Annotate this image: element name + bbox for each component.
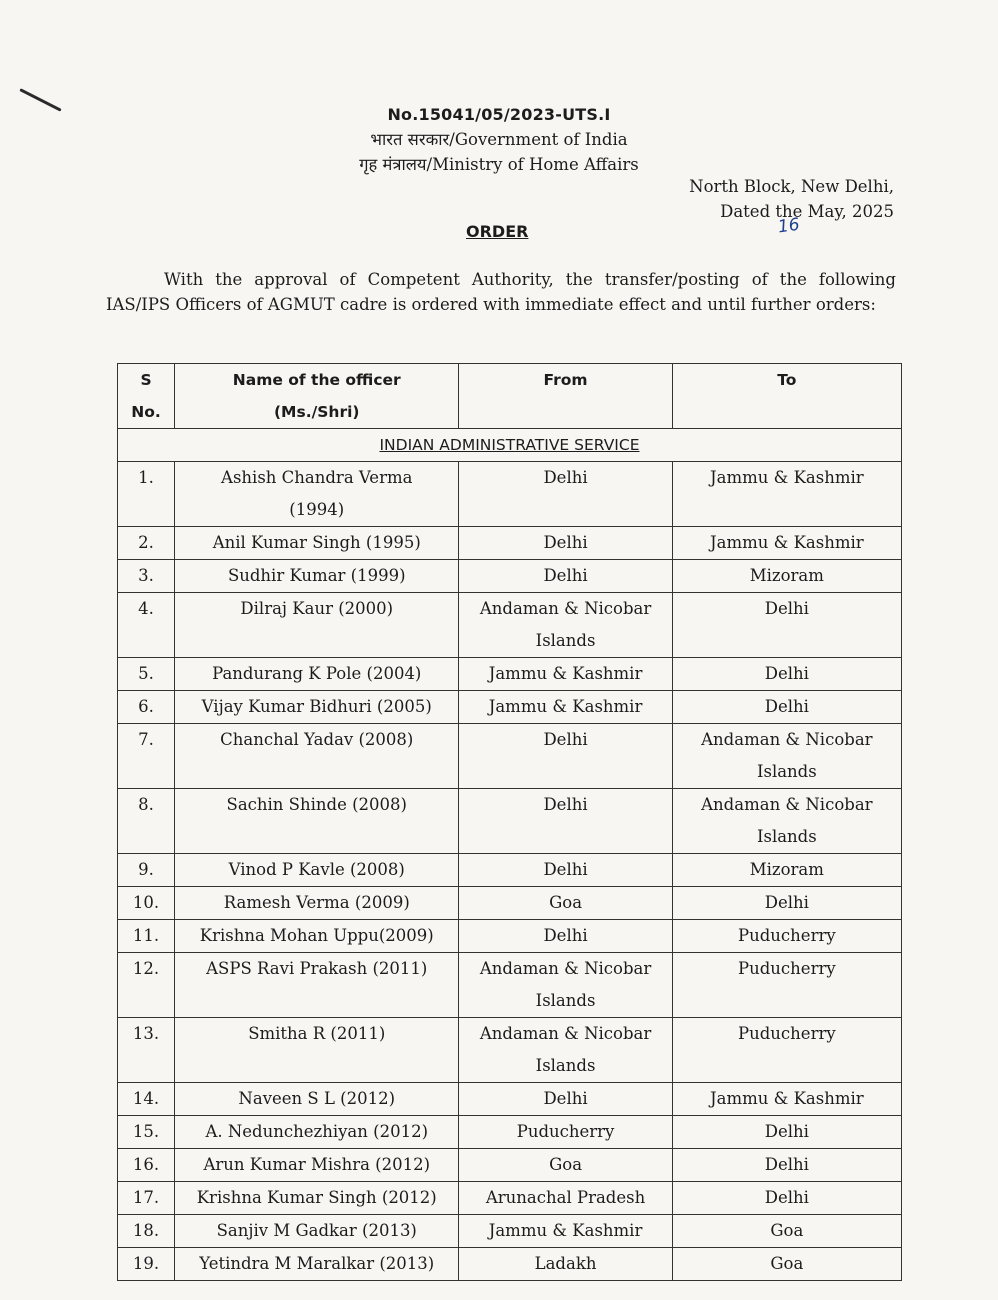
cell-officer-name-text: Smitha R (2011)	[248, 1024, 386, 1043]
cell-serial-number	[118, 789, 175, 854]
cell-officer-name-text: A. Nedunchezhiyan (2012)	[205, 1122, 429, 1141]
cell-officer-name-text: Vinod P Kavle (2008)	[228, 860, 405, 879]
cell-serial-number-text: 17.	[132, 1188, 160, 1207]
cell-serial-number-text: 14.	[132, 1089, 160, 1108]
table-row	[118, 1149, 902, 1182]
cell-from-text: Ladakh	[534, 1254, 597, 1273]
cell-to	[672, 1215, 901, 1248]
cell-from	[459, 1248, 672, 1281]
cell-serial-number-text: 16.	[132, 1155, 160, 1174]
cell-from-text: Delhi	[543, 860, 588, 879]
header-sn-line2: No.	[131, 403, 161, 421]
table-row	[118, 560, 902, 593]
cell-to-text: Andaman & Nicobar	[701, 795, 873, 814]
cell-serial-number-text: 1.	[138, 468, 154, 487]
cell-officer-name	[175, 691, 459, 724]
cell-serial-number	[118, 1182, 175, 1215]
cell-to-text: Delhi	[764, 664, 809, 683]
cell-officer-name	[175, 1149, 459, 1182]
table-row	[118, 854, 902, 887]
table-row	[118, 658, 902, 691]
cell-to	[672, 1248, 901, 1281]
cell-from-text: Goa	[549, 893, 583, 912]
cell-officer-name	[175, 789, 459, 854]
table-row	[118, 789, 902, 854]
cell-officer-name	[175, 1248, 459, 1281]
cell-from	[459, 1215, 672, 1248]
cell-officer-name	[175, 1215, 459, 1248]
cell-to-text: Jammu & Kashmir	[710, 1089, 864, 1108]
cell-from	[459, 462, 672, 527]
cell-to-text: Jammu & Kashmir	[710, 468, 864, 487]
cell-to-text: Islands	[756, 762, 817, 781]
cell-serial-number-text: 18.	[132, 1221, 160, 1240]
cell-from-text: Delhi	[543, 795, 588, 814]
ministry-line: गृह मंत्रालय/Ministry of Home Affairs	[359, 155, 639, 174]
cell-officer-name-text: Ashish Chandra Verma	[221, 468, 413, 487]
table-row	[118, 462, 902, 527]
cell-from-text: Jammu & Kashmir	[488, 1221, 643, 1240]
cell-from-text: Delhi	[543, 566, 588, 585]
cell-from	[459, 724, 672, 789]
cell-officer-name-text: Krishna Kumar Singh (2012)	[196, 1188, 437, 1207]
cell-from	[459, 1116, 672, 1149]
cell-serial-number	[118, 724, 175, 789]
cell-from-text: Delhi	[543, 533, 588, 552]
table-row	[118, 920, 902, 953]
cell-to	[672, 953, 901, 1018]
cell-officer-name	[175, 1083, 459, 1116]
cell-serial-number-text: 5.	[138, 664, 154, 683]
cell-serial-number-text: 15.	[132, 1122, 160, 1141]
cell-serial-number	[118, 593, 175, 658]
cell-serial-number-text: 12.	[132, 959, 160, 978]
cell-from-text: Andaman & Nicobar	[479, 959, 652, 978]
header-officer-name	[175, 364, 459, 429]
cell-to-text: Puducherry	[738, 926, 836, 945]
cell-officer-name	[175, 854, 459, 887]
cell-from-text: Islands	[535, 1056, 596, 1075]
cell-from-text: Delhi	[543, 730, 588, 749]
cell-from-text: Puducherry	[516, 1122, 615, 1141]
location-line: North Block, New Delhi,	[689, 177, 894, 196]
section-row	[118, 429, 902, 462]
cell-to	[672, 1116, 901, 1149]
cell-serial-number	[118, 658, 175, 691]
cell-from	[459, 691, 672, 724]
cell-from-text: Andaman & Nicobar	[479, 599, 652, 618]
header-sn-line1: S	[140, 371, 152, 389]
header-name-line2: (Ms./Shri)	[273, 403, 360, 421]
date-line: Dated the May, 2025	[720, 202, 894, 221]
cell-serial-number-text: 2.	[138, 533, 154, 552]
cell-from-text: Jammu & Kashmir	[488, 664, 643, 683]
cell-to	[672, 658, 901, 691]
cell-from	[459, 953, 672, 1018]
cell-to	[672, 1018, 901, 1083]
cell-to	[672, 1083, 901, 1116]
cell-to	[672, 691, 901, 724]
cell-to-text: Jammu & Kashmir	[710, 533, 864, 552]
cell-officer-name	[175, 1116, 459, 1149]
cell-from-text: Andaman & Nicobar	[479, 1024, 652, 1043]
header-from: From	[459, 364, 672, 429]
cell-from-text: Goa	[549, 1155, 583, 1174]
cell-serial-number-text: 13.	[132, 1024, 160, 1043]
cell-from-text: Arunachal Pradesh	[485, 1188, 646, 1207]
cell-from	[459, 560, 672, 593]
cell-serial-number	[118, 1215, 175, 1248]
cell-serial-number	[118, 920, 175, 953]
table-row	[118, 527, 902, 560]
cell-officer-name-text: Vijay Kumar Bidhuri (2005)	[201, 697, 432, 716]
cell-from-text: Jammu & Kashmir	[488, 697, 643, 716]
cell-to-text: Goa	[770, 1221, 804, 1240]
cell-officer-name	[175, 887, 459, 920]
table-row	[118, 1215, 902, 1248]
handwritten-day: 16	[776, 214, 801, 238]
table-row	[118, 953, 902, 1018]
cell-from-text: Delhi	[543, 926, 588, 945]
cell-from	[459, 854, 672, 887]
cell-to	[672, 560, 901, 593]
table-row	[118, 1083, 902, 1116]
cell-from	[459, 593, 672, 658]
order-title: ORDER	[466, 222, 529, 241]
cell-officer-name-text: Sudhir Kumar (1999)	[227, 566, 406, 585]
cell-from	[459, 887, 672, 920]
cell-serial-number	[118, 1116, 175, 1149]
cell-from	[459, 1018, 672, 1083]
cell-from	[459, 789, 672, 854]
cell-serial-number-text: 19.	[132, 1254, 160, 1273]
table-row	[118, 887, 902, 920]
cell-to-text: Islands	[756, 827, 817, 846]
document-header	[0, 102, 998, 177]
cell-officer-name-text: Anil Kumar Singh (1995)	[212, 533, 421, 552]
table-row	[118, 724, 902, 789]
cell-to-text: Andaman & Nicobar	[701, 730, 873, 749]
cell-officer-name	[175, 462, 459, 527]
cell-to	[672, 724, 901, 789]
table-row	[118, 593, 902, 658]
cell-to-text: Puducherry	[738, 959, 836, 978]
cell-serial-number-text: 9.	[138, 860, 154, 879]
cell-officer-name-text: Yetindra M Maralkar (2013)	[199, 1254, 435, 1273]
table-row	[118, 1018, 902, 1083]
cell-officer-name-text: Sachin Shinde (2008)	[226, 795, 407, 814]
table-header-row	[118, 364, 902, 429]
cell-serial-number	[118, 887, 175, 920]
cell-serial-number	[118, 1083, 175, 1116]
cell-officer-name-text: ASPS Ravi Prakash (2011)	[206, 959, 428, 978]
header-serial-number	[118, 364, 175, 429]
cell-officer-name	[175, 527, 459, 560]
cell-officer-name-text: (1994)	[289, 500, 345, 519]
cell-to-text: Delhi	[764, 1122, 809, 1141]
cell-officer-name-text: Naveen S L (2012)	[238, 1089, 396, 1108]
cell-serial-number	[118, 854, 175, 887]
cell-from-text: Islands	[535, 991, 596, 1010]
order-number: No.15041/05/2023-UTS.I	[387, 105, 611, 124]
cell-officer-name	[175, 920, 459, 953]
section-title: INDIAN ADMINISTRATIVE SERVICE	[118, 429, 902, 462]
header-to: To	[672, 364, 901, 429]
cell-to	[672, 920, 901, 953]
cell-officer-name	[175, 593, 459, 658]
cell-serial-number-text: 6.	[138, 697, 154, 716]
cell-serial-number	[118, 527, 175, 560]
cell-officer-name	[175, 1182, 459, 1215]
cell-to-text: Delhi	[764, 893, 809, 912]
table-row	[118, 1182, 902, 1215]
cell-officer-name-text: Pandurang K Pole (2004)	[212, 664, 422, 683]
cell-officer-name-text: Dilraj Kaur (2000)	[240, 599, 394, 618]
cell-serial-number	[118, 1149, 175, 1182]
cell-to	[672, 789, 901, 854]
cell-to-text: Delhi	[764, 1188, 809, 1207]
officer-transfer-table	[117, 363, 902, 1281]
cell-from	[459, 1083, 672, 1116]
cell-to-text: Delhi	[764, 1155, 809, 1174]
cell-officer-name-text: Sanjiv M Gadkar (2013)	[216, 1221, 417, 1240]
cell-from	[459, 1149, 672, 1182]
cell-from	[459, 527, 672, 560]
cell-officer-name	[175, 1018, 459, 1083]
cell-officer-name	[175, 953, 459, 1018]
cell-serial-number	[118, 462, 175, 527]
cell-officer-name-text: Chanchal Yadav (2008)	[220, 730, 414, 749]
cell-to	[672, 1182, 901, 1215]
header-name-line1: Name of the officer	[232, 371, 401, 389]
cell-from	[459, 658, 672, 691]
cell-to-text: Mizoram	[749, 860, 824, 879]
cell-serial-number-text: 11.	[132, 926, 160, 945]
cell-officer-name	[175, 658, 459, 691]
table-row	[118, 691, 902, 724]
cell-officer-name-text: Krishna Mohan Uppu(2009)	[199, 926, 434, 945]
cell-from-text: Delhi	[543, 1089, 588, 1108]
cell-officer-name-text: Ramesh Verma (2009)	[223, 893, 410, 912]
cell-serial-number	[118, 691, 175, 724]
cell-to	[672, 854, 901, 887]
cell-to	[672, 1149, 901, 1182]
cell-serial-number	[118, 1018, 175, 1083]
table-row	[118, 1116, 902, 1149]
table-row	[118, 1248, 902, 1281]
cell-serial-number	[118, 560, 175, 593]
cell-to	[672, 593, 901, 658]
cell-serial-number-text: 10.	[132, 893, 160, 912]
intro-paragraph: With the approval of Competent Authority, the transfer/posting of the following IAS/IPS Officers of AGMUT cadre is ordered with immediate effect and until further orders:	[106, 270, 896, 314]
cell-serial-number-text: 7.	[138, 730, 154, 749]
cell-to	[672, 527, 901, 560]
cell-to	[672, 887, 901, 920]
cell-officer-name	[175, 560, 459, 593]
cell-to-text: Puducherry	[738, 1024, 836, 1043]
cell-from-text: Islands	[535, 631, 596, 650]
cell-officer-name	[175, 724, 459, 789]
cell-serial-number-text: 8.	[138, 795, 154, 814]
cell-serial-number-text: 3.	[138, 566, 154, 585]
cell-to-text: Delhi	[764, 697, 809, 716]
government-line: भारत सरकार/Government of India	[370, 130, 628, 149]
cell-to-text: Goa	[770, 1254, 804, 1273]
cell-to-text: Mizoram	[749, 566, 824, 585]
cell-to	[672, 462, 901, 527]
cell-serial-number	[118, 1248, 175, 1281]
cell-serial-number	[118, 953, 175, 1018]
cell-from-text: Delhi	[543, 468, 588, 487]
cell-to-text: Delhi	[764, 599, 809, 618]
cell-from	[459, 920, 672, 953]
cell-from	[459, 1182, 672, 1215]
cell-serial-number-text: 4.	[138, 599, 154, 618]
cell-officer-name-text: Arun Kumar Mishra (2012)	[203, 1155, 431, 1174]
